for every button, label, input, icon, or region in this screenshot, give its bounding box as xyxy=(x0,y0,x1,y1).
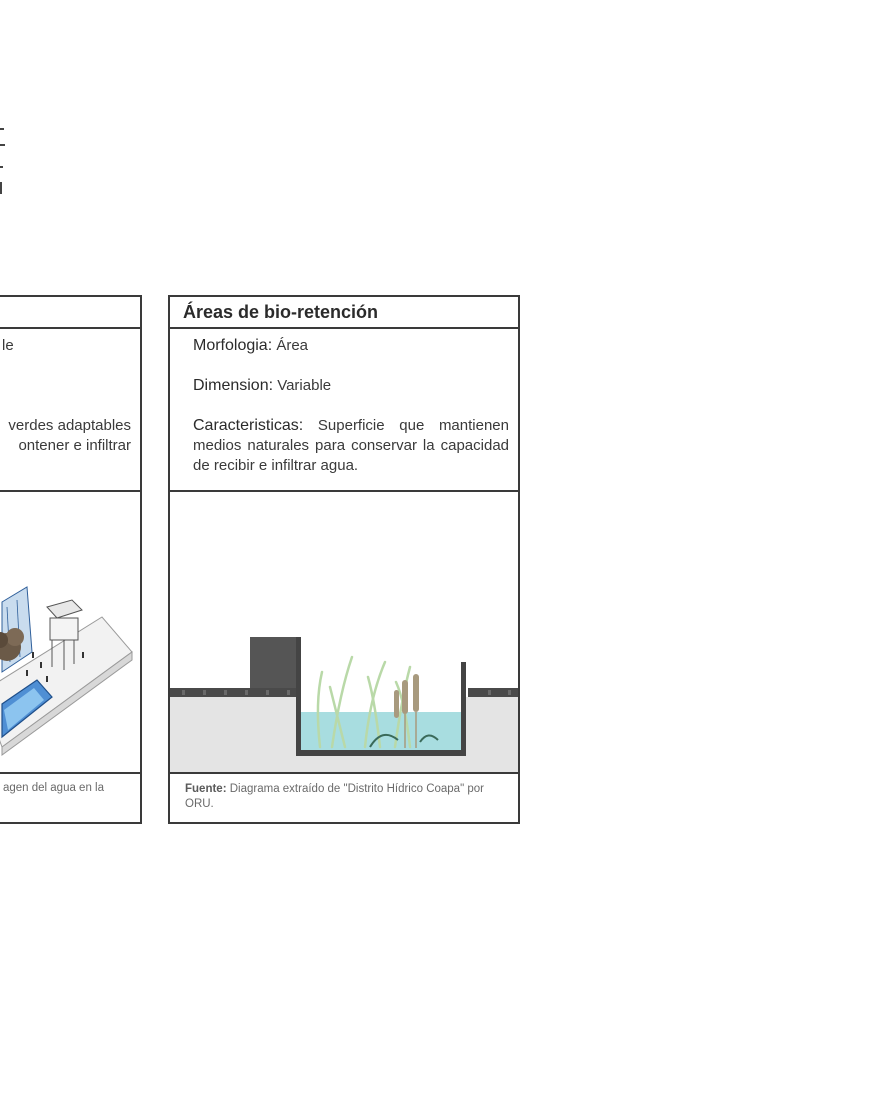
left-caracteristicas-line1: verdes adaptables xyxy=(8,417,131,434)
source-label: Fuente: xyxy=(185,783,227,795)
dimension-label: Dimension: xyxy=(193,377,274,394)
left-card-header xyxy=(0,297,140,329)
morfologia-value: Área xyxy=(276,337,309,354)
left-card-properties xyxy=(0,329,140,492)
bio-retention-diagram xyxy=(170,492,518,774)
morfologia-label: Morfologia: xyxy=(193,337,273,354)
left-morfologia-fragment: le xyxy=(2,337,14,354)
edge-text-fragment xyxy=(0,126,6,196)
caracteristicas-value: Superficie que mantienen medios naturales para conservar la capacidad de recibir e infiltrar agua. xyxy=(193,417,509,474)
left-caracteristicas-line2: ontener e infiltrar xyxy=(18,437,131,454)
left-card-figure xyxy=(0,492,140,774)
card-header xyxy=(170,297,518,329)
left-card-source xyxy=(0,774,140,822)
isometric-diagram xyxy=(0,492,140,772)
card-title: Áreas de bio-retención xyxy=(183,302,379,322)
bio-retention-card xyxy=(168,295,520,824)
card-source xyxy=(170,774,518,822)
dimension-value: Variable xyxy=(277,377,332,394)
section-diagram xyxy=(170,492,518,772)
morfologia-row xyxy=(193,336,509,356)
left-card xyxy=(0,295,142,824)
caracteristicas-row xyxy=(193,416,509,476)
card-properties xyxy=(170,329,518,492)
source-value: Diagrama extraído de "Distrito Hídrico Coapa" por ORU. xyxy=(185,783,484,810)
caracteristicas-label: Caracteristicas: xyxy=(193,417,304,434)
left-source-fragment: agen del agua en la xyxy=(2,782,104,794)
source-text xyxy=(185,782,498,812)
dimension-row xyxy=(193,376,509,396)
